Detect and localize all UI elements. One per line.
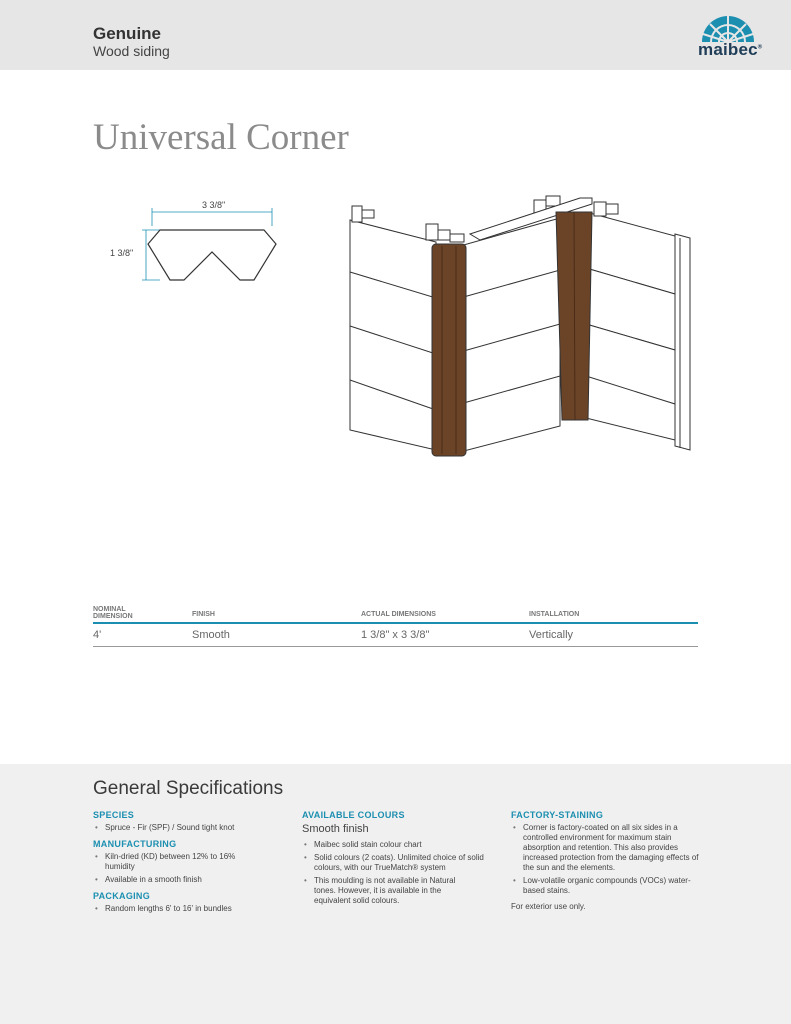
column-staining <box>511 810 711 911</box>
list-item: • Kiln-dried (KD) between 12% to 16% humidity <box>93 852 263 872</box>
cell-nominal-dimension: 4' <box>93 629 102 641</box>
list-item: • Available in a smooth finish <box>93 875 293 885</box>
header-nominal-dimension: NOMINAL DIMENSION <box>93 606 133 620</box>
colours-list <box>302 840 492 906</box>
header-installation: INSTALLATION <box>529 611 580 618</box>
profile-cross-section-icon <box>110 200 290 290</box>
cell-installation: Vertically <box>529 629 574 641</box>
list-item: • Low-volatile organic compounds (VOCs) water-based stains. <box>511 876 711 896</box>
dimensions-table <box>93 606 698 641</box>
list-item: • Solid colours (2 coats). Unlimited choice of solid colours, with our TrueMatch® system <box>302 853 492 873</box>
table-header <box>93 606 698 622</box>
list-item: • Maibec solid stain colour chart <box>302 840 492 850</box>
header-finish: FINISH <box>192 611 215 618</box>
header-actual-dimensions: ACTUAL DIMENSIONS <box>361 611 436 618</box>
cell-finish: Smooth <box>192 629 230 641</box>
column-species <box>93 810 293 920</box>
packaging-heading: PACKAGING <box>93 891 151 901</box>
corner-illustration <box>330 190 710 465</box>
exterior-use-note: For exterior use only. <box>511 902 586 911</box>
profile-diagram <box>110 200 290 290</box>
page-title: Universal Corner <box>93 117 349 158</box>
list-item: • This moulding is not available in Natural tones. However, it is available in the equivalent solid colours. <box>302 876 472 906</box>
staining-heading: FACTORY-STAINING <box>511 810 604 820</box>
brand-title: Genuine <box>93 24 162 43</box>
header <box>0 0 791 70</box>
staining-list <box>511 823 711 896</box>
packaging-list <box>93 904 293 914</box>
width-label: 3 3/8" <box>202 200 226 210</box>
manufacturing-heading: MANUFACTURING <box>93 839 177 849</box>
manufacturing-list <box>93 852 293 885</box>
species-list <box>93 823 293 833</box>
colours-heading: AVAILABLE COLOURS <box>302 810 405 820</box>
column-colours <box>302 810 492 912</box>
header-divider <box>93 622 698 624</box>
colours-subheading: Smooth finish <box>302 823 369 835</box>
cell-actual-dimensions: 1 3/8" x 3 3/8" <box>361 629 430 641</box>
height-label: 1 3/8" <box>110 248 134 258</box>
row-divider <box>93 646 698 647</box>
logo-text: maibec® <box>698 40 763 59</box>
list-item: • Random lengths 6' to 16' in bundles <box>93 904 293 914</box>
species-heading: SPECIES <box>93 810 135 820</box>
general-specifications-title: General Specifications <box>93 778 284 799</box>
list-item: • Spruce - Fir (SPF) / Sound tight knot <box>93 823 293 833</box>
maibec-logo <box>694 12 766 62</box>
list-item: • Corner is factory-coated on all six sides in a controlled environment for maximum stain absorption and retention. This also provides increased protection from the damaging effects of the sun and the elements. <box>511 823 711 873</box>
corner-siding-illustration-icon <box>330 190 710 465</box>
brand-subtitle: Wood siding <box>93 43 170 59</box>
general-specifications <box>0 764 791 1024</box>
